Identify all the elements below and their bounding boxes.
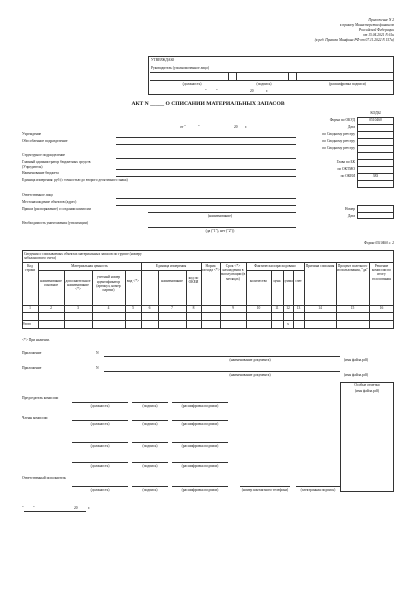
member3-position: (должность) [90, 464, 110, 468]
member3-signature: (подпись) [142, 464, 158, 468]
row-location: Местонахождение объектов (адрес) [22, 200, 77, 204]
approve-date-q2: " [216, 89, 218, 93]
okei-label: по ОКЕИ [340, 174, 355, 178]
attach1-label: Приложение [22, 351, 42, 355]
bottom-date-q1: " [22, 506, 24, 510]
attach1-doc: (наименование документа) [229, 358, 271, 362]
num-1: 1 [29, 306, 31, 310]
col-qty: количество [249, 279, 268, 283]
approve-date-year: 20 [250, 89, 254, 93]
bottom-date-g: г. [88, 506, 90, 510]
attach1-file: (имя файла.pdf) [343, 358, 369, 362]
order-date: Дата [347, 214, 355, 218]
row-struct: Структурное подразделение [22, 153, 66, 157]
row-chief: Главный администратор бюджетных средств [22, 160, 91, 164]
num-9: 9 [232, 306, 234, 310]
col-price: цена [273, 279, 281, 283]
num-7: 7 [171, 306, 173, 310]
responsible-label: Ответственный исполнитель [22, 476, 66, 480]
special-file: (имя файла.pdf) [354, 389, 380, 393]
resp-decryption: (расшифровка подписи) [181, 488, 219, 492]
attach2-file: (имя файла.pdf) [343, 373, 369, 377]
col-unit-name: наименование [161, 279, 183, 283]
member2-position: (должность) [90, 444, 110, 448]
table-header-note: Сведения о списываемых объектах материальных запасов по группе (номеру забалансового счета) [24, 252, 142, 261]
member2-decryption: (расшифровка подписи) [181, 444, 219, 448]
appendix-line4: от 15.04.2021 N 61н [362, 33, 394, 37]
chair-decryption: (расшифровка подписи) [181, 404, 219, 408]
num-11: 11 [275, 306, 279, 310]
col-pct: Процент полезного использования, "да" [337, 264, 368, 273]
member1-decryption: (расшифровка подписи) [181, 422, 219, 426]
col-name-add: дополнительное наименование <*> [65, 279, 91, 292]
act-title: АКТ N _____ О СПИСАНИИ МАТЕРИАЛЬНЫХ ЗАПАСОВ [131, 101, 285, 107]
col-unit: Единица измерения [155, 264, 187, 268]
col-material: Материальная ценность [71, 264, 108, 268]
order-number: Номер [345, 207, 355, 211]
reestr3-label: по Сводному реестру [322, 146, 355, 150]
member3-decryption: (расшифровка подписи) [181, 464, 219, 468]
resp-position: (должность) [90, 488, 110, 492]
attach2-n: N [96, 366, 99, 370]
act-date-year: 20 [234, 125, 238, 129]
chair-position: (должность) [90, 404, 110, 408]
chair-signature: (подпись) [142, 404, 158, 408]
col-acc: счет [295, 279, 302, 283]
col-term: Срок <*> нахождения в эксплуатации (в месяцах) [220, 264, 246, 281]
row-division: Обособленное подразделение [22, 139, 68, 143]
col-sum: сумма [283, 279, 293, 283]
row-responsible: Ответственное лицо [22, 193, 54, 197]
approve-date-q1: " [205, 89, 207, 93]
total-label: Итого [22, 322, 32, 326]
row-institution: Учреждение [22, 132, 42, 136]
num-5: 5 [132, 306, 134, 310]
total-x: x [287, 322, 289, 326]
approve-position: (должность) [182, 82, 202, 86]
num-6: 6 [148, 306, 151, 310]
act-date-from: от " [180, 125, 186, 129]
num-8: 8 [192, 306, 195, 310]
num-16: 16 [379, 306, 384, 310]
member1-signature: (подпись) [142, 422, 158, 426]
act-date-q: " [198, 125, 200, 129]
order-name: (наименование) [207, 214, 233, 218]
row-chief2: (Учредитель) [22, 165, 43, 169]
col-unit-code: код по ОКЕИ [188, 276, 199, 285]
col-acc-num: учетный номер [96, 275, 121, 279]
appendix-line1: Приложение N 2 [368, 18, 394, 22]
codes-header: КОДЫ [370, 111, 381, 115]
attach1-n: N [96, 351, 99, 355]
row-budget: Наименование бюджета [22, 171, 59, 175]
approve-date-g: г. [266, 89, 268, 93]
col-code: Код строки [24, 264, 36, 273]
bottom-date-q2: " [33, 506, 35, 510]
num-4: 4 [107, 306, 110, 310]
attach2-doc: (наименование документа) [229, 373, 271, 377]
col-ident: идентификатор (артикул, номер партии) [96, 280, 121, 293]
resp-phone: (номер контактного телефона) [241, 488, 289, 492]
col-reason: Причина списания [305, 264, 335, 268]
bk-label: Глава по БК [336, 160, 355, 164]
form-ref: Форма 0510460 с. 2 [364, 241, 394, 245]
members-label: Члены комиссии [22, 416, 48, 420]
num-3: 3 [77, 306, 79, 310]
num-12: 12 [286, 306, 290, 310]
chair-label: Председатель комиссии [22, 396, 59, 400]
act-date-g: г. [245, 125, 247, 129]
num-10: 10 [256, 306, 261, 310]
col-decision: Решение комиссии по итогу голосования [371, 264, 392, 281]
okud-label: Форма по ОКУД [329, 118, 355, 122]
approve-signature: (подпись) [256, 82, 272, 86]
okei-value: 383 [372, 174, 379, 178]
special-box [340, 382, 394, 492]
approve-head-label: Руководитель (уполномоченное лицо) [151, 66, 210, 70]
col-fact: Фактически израсходовано [254, 264, 296, 268]
necessity-yesno: (да ("1"), нет ("2")) [205, 229, 235, 233]
row-unit: Единица измерения: руб (с точностью до второго десятичного знака) [22, 178, 128, 182]
reestr2-label: по Сводному реестру [322, 139, 355, 143]
appendix-line2: к приказу Министерства финансов [339, 23, 394, 27]
special-label: Особые отметки [354, 383, 380, 387]
num-2: 2 [50, 306, 52, 310]
num-13: 13 [296, 306, 301, 310]
approve-decryption: (расшифровка подписи) [329, 82, 366, 86]
appendix-line3: Российской Федерации [358, 28, 394, 32]
num-15: 15 [350, 306, 355, 310]
footnote: <*> При наличии. [22, 338, 50, 342]
reestr1-label: по Сводному реестру [322, 132, 355, 136]
num-14: 14 [318, 306, 322, 310]
col-kind: вид <*> [126, 279, 140, 283]
appendix-line5: (в ред. Приказа Минфина РФ от 07.11.2022 N 157н) [314, 38, 394, 42]
approve-title: УТВЕРЖДАЮ [151, 58, 175, 62]
date-label: Дата [347, 125, 355, 129]
resp-email: (электронная подпись) [300, 488, 336, 492]
oktmo-label: по ОКТМО [337, 167, 355, 171]
resp-signature: (подпись) [142, 488, 158, 492]
attach2-label: Приложение [22, 366, 42, 370]
row-order: Приказ (распоряжение) о создании комиссии [22, 207, 91, 211]
approve-block [148, 56, 394, 95]
member1-position: (должность) [90, 422, 110, 426]
okud-value: 0510460 [369, 118, 382, 122]
member2-signature: (подпись) [142, 444, 158, 448]
bottom-date-year: 20 [74, 506, 78, 510]
col-norm: Норма расхода <*> [201, 264, 220, 273]
row-necessity: Необходимость уничтожения (утилизации) [22, 221, 88, 225]
col-name-main: наименование основное [40, 279, 62, 288]
